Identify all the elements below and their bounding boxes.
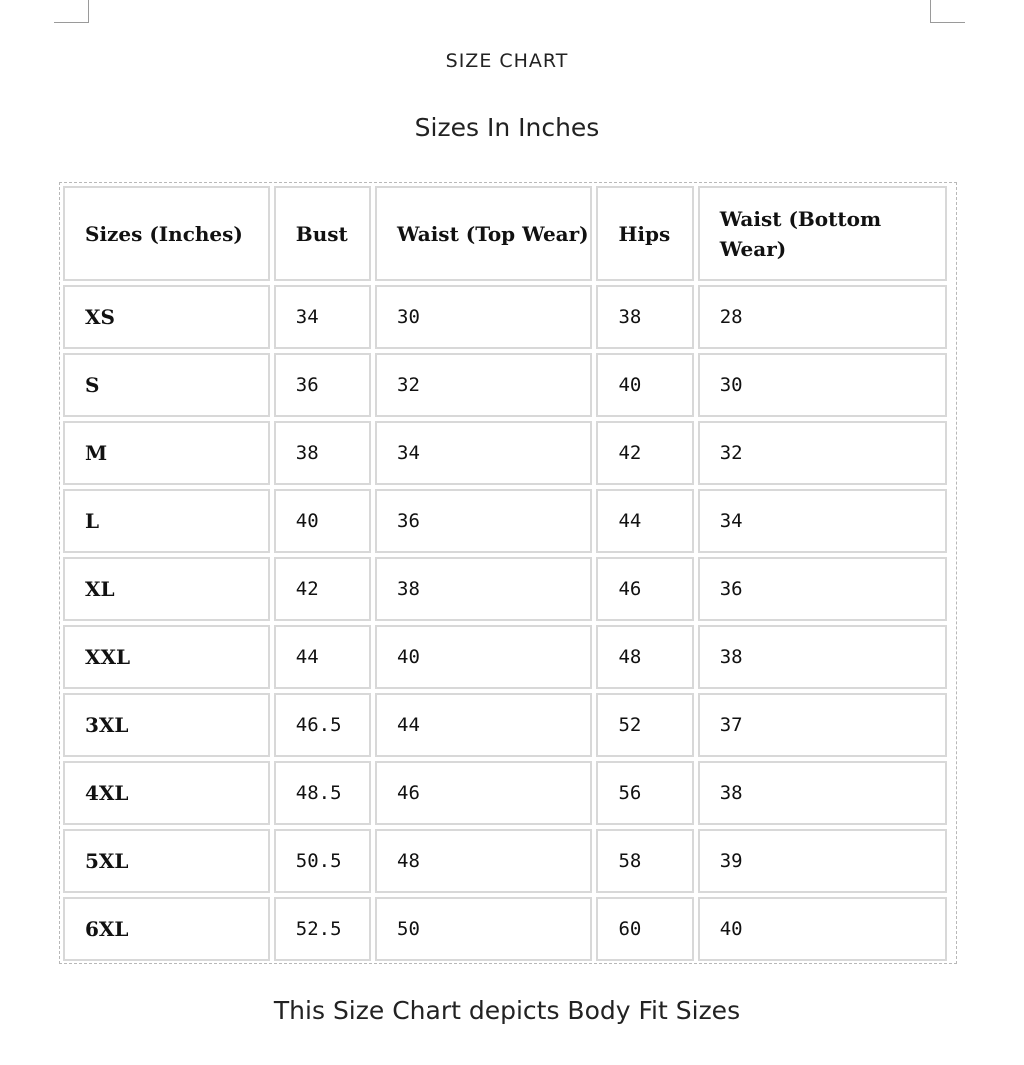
cell-bust: 34 xyxy=(274,285,371,349)
cell-bust: 40 xyxy=(274,489,371,553)
cell-hips: 42 xyxy=(596,421,693,485)
cell-size: XL xyxy=(63,557,270,621)
cell-waist-top-wear: 50 xyxy=(375,897,592,961)
cell-size: M xyxy=(63,421,270,485)
table-row xyxy=(63,421,947,485)
cell-size: 5XL xyxy=(63,829,270,893)
cell-bust: 46.5 xyxy=(274,693,371,757)
document-footer: This Size Chart depicts Body Fit Sizes xyxy=(273,996,741,1025)
cell-hips: 48 xyxy=(596,625,693,689)
cell-waist-top-wear: 34 xyxy=(375,421,592,485)
table-row xyxy=(63,761,947,825)
cell-bust: 38 xyxy=(274,421,371,485)
cell-size: 6XL xyxy=(63,897,270,961)
size-table xyxy=(59,182,951,965)
cell-waist-bottom-wear: 39 xyxy=(698,829,947,893)
header-bust: Bust xyxy=(274,186,371,281)
cell-waist-bottom-wear: 36 xyxy=(698,557,947,621)
cell-bust: 52.5 xyxy=(274,897,371,961)
table-header-row xyxy=(63,186,947,281)
header-waist-bottom-wear: Waist (Bottom Wear) xyxy=(698,186,947,281)
cell-waist-bottom-wear: 28 xyxy=(698,285,947,349)
cell-waist-bottom-wear: 34 xyxy=(698,489,947,553)
cell-waist-top-wear: 36 xyxy=(375,489,592,553)
cell-bust: 44 xyxy=(274,625,371,689)
table-row xyxy=(63,625,947,689)
cell-bust: 50.5 xyxy=(274,829,371,893)
cell-waist-bottom-wear: 40 xyxy=(698,897,947,961)
crop-mark-top-left xyxy=(54,0,89,23)
table-row xyxy=(63,489,947,553)
table-row xyxy=(63,897,947,961)
document-title: SIZE CHART xyxy=(445,50,569,72)
cell-hips: 44 xyxy=(596,489,693,553)
crop-mark-top-right xyxy=(930,0,965,23)
cell-waist-top-wear: 38 xyxy=(375,557,592,621)
cell-size: S xyxy=(63,353,270,417)
table-row xyxy=(63,285,947,349)
header-waist-top-wear: Waist (Top Wear) xyxy=(375,186,592,281)
cell-waist-bottom-wear: 38 xyxy=(698,761,947,825)
cell-size: 3XL xyxy=(63,693,270,757)
table-row xyxy=(63,693,947,757)
table-row xyxy=(63,829,947,893)
cell-hips: 40 xyxy=(596,353,693,417)
cell-waist-top-wear: 48 xyxy=(375,829,592,893)
header-hips: Hips xyxy=(596,186,693,281)
cell-hips: 58 xyxy=(596,829,693,893)
cell-waist-top-wear: 30 xyxy=(375,285,592,349)
cell-waist-top-wear: 46 xyxy=(375,761,592,825)
cell-waist-bottom-wear: 30 xyxy=(698,353,947,417)
cell-bust: 48.5 xyxy=(274,761,371,825)
cell-waist-top-wear: 40 xyxy=(375,625,592,689)
table-row xyxy=(63,353,947,417)
cell-waist-top-wear: 44 xyxy=(375,693,592,757)
cell-hips: 38 xyxy=(596,285,693,349)
cell-size: 4XL xyxy=(63,761,270,825)
header-sizes: Sizes (Inches) xyxy=(63,186,270,281)
cell-waist-top-wear: 32 xyxy=(375,353,592,417)
document-subtitle: Sizes In Inches xyxy=(414,113,600,142)
cell-bust: 42 xyxy=(274,557,371,621)
size-table-frame xyxy=(59,182,957,964)
cell-hips: 56 xyxy=(596,761,693,825)
cell-size: L xyxy=(63,489,270,553)
cell-waist-bottom-wear: 32 xyxy=(698,421,947,485)
cell-waist-bottom-wear: 37 xyxy=(698,693,947,757)
table-row xyxy=(63,557,947,621)
cell-size: XS xyxy=(63,285,270,349)
cell-hips: 60 xyxy=(596,897,693,961)
cell-hips: 52 xyxy=(596,693,693,757)
cell-size: XXL xyxy=(63,625,270,689)
cell-waist-bottom-wear: 38 xyxy=(698,625,947,689)
cell-hips: 46 xyxy=(596,557,693,621)
cell-bust: 36 xyxy=(274,353,371,417)
